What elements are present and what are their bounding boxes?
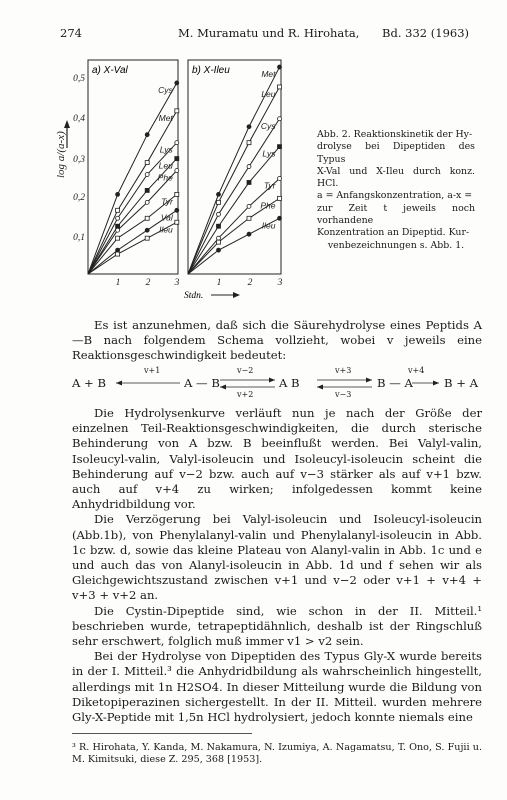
paragraph-1: Die Hydrolysenkurve verläuft nun je nach der Größe der einzelnen Teil-Reaktionsgeschwindigkeiten, die durch sterische Behinderung von A bzw. B beeinflußt werden. Bei Valyl-valin, Isoleucyl-valin, Valyl-isoleucin und Isoleucyl-isoleucin scheint die Behinderung auf v−2 bzw. auch auf v−3 stärker als auf v+1 bzw. auch auf v+4 zu wirken; infolgedessen kommt keine Anhydridbildung vor. (72, 406, 482, 512)
panel-a-curves (88, 81, 179, 274)
point-a-val (145, 228, 149, 232)
point-b-met (247, 125, 251, 129)
caption-line: X-Val und X-Ileu durch konz. HCl. (317, 165, 475, 190)
rate-v-plus1: v+1 (144, 366, 161, 375)
paragraph-3: Die Cystin-Dipeptide sind, wie schon in der II. Mitteil.¹ beschrieben wurde, tetrapeptidähnlich, deshalb ist der Ringschluß sehr erschwert, folglich muß immer v1 > v2 sein. (72, 603, 482, 649)
point-a-ileu (145, 236, 149, 240)
point-a-tyr (116, 236, 120, 240)
scheme-a-b: A — B (184, 376, 220, 390)
point-a-met (145, 161, 149, 165)
rate-v-plus3: v+3 (335, 366, 352, 375)
y-tick-0-1: 0,1 (73, 233, 85, 243)
point-a-cys (175, 81, 179, 85)
point-a-val (175, 208, 179, 212)
point-b-leu (247, 141, 251, 145)
running-authors: M. Muramatu und R. Hirohata, (178, 26, 360, 40)
volume-info: Bd. 332 (1963) (382, 26, 469, 40)
point-a-leu (175, 157, 179, 161)
y-axis-arrowhead (64, 120, 70, 128)
scheme-b-a: B — A (377, 376, 413, 390)
point-a-ileu (116, 252, 120, 256)
series-label-b-cys: Cys (260, 120, 276, 131)
intro-paragraph: Es ist anzunehmen, daß sich die Säurehydrolyse eines Peptids A—B nach folgendem Schema vollzieht, wobei v jeweils eine Reaktionsgeschwindigkeit bedeutet: (72, 318, 482, 363)
point-a-cys (145, 133, 149, 137)
caption-line: a = Anfangskonzentration, a-x = (317, 190, 473, 202)
point-b-phe (217, 240, 221, 244)
y-tick-0-5: 0,5 (73, 74, 85, 84)
point-a-met (116, 208, 120, 212)
kinetics-figure (40, 50, 300, 300)
caption-line: zur Zeit t jeweils noch vorhandene (317, 202, 475, 227)
scheme-a-plus-b: A + B (72, 376, 106, 390)
panel-b-curves (188, 65, 282, 274)
x-tick-b-1: 1 (216, 278, 222, 288)
rate-v-plus4: v+4 (408, 366, 425, 375)
reaction-scheme (72, 366, 482, 400)
panel-a-title: a) X-Val (92, 65, 128, 76)
point-a-met (175, 109, 179, 113)
point-a-val (116, 248, 120, 252)
point-b-tyr (217, 236, 221, 240)
caption-line: drolyse bei Dipeptiden des Typus (317, 141, 475, 165)
point-a-phe (116, 228, 120, 232)
curve-b-cys (188, 119, 280, 274)
paragraph-2: Die Verzögerung bei Valyl-isoleucin und Isoleucyl-isoleucin (Abb.1b), von Phenylalanyl-valin und Phenylalanyl-isoleucin in Abb. 1c bzw. d, sowie das kleine Plateau von Alanyl-valin in Abb. 1c und e und auch das von Alanyl-isoleucin in Abb. 1d und f sehen wir als Gleichgewichtszustand zwischen v+1 und v−2 oder v+1 + v+4 + v+3 + v+2 an. (72, 512, 482, 603)
series-label-a-met: Met (158, 112, 173, 123)
panel-b-title: b) X-Ileu (192, 65, 230, 76)
series-label-a-cys: Cys (158, 84, 173, 95)
point-b-met (217, 192, 221, 196)
x-tick-b-2: 2 (247, 278, 253, 288)
point-a-leu (145, 188, 149, 192)
caption-line: Abb. 2. Reaktionskinetik der Hy- (317, 129, 473, 140)
point-a-phe (145, 200, 149, 204)
scheme-ring: A B (279, 376, 300, 390)
footnote: ³ R. Hirohata, Y. Kanda, M. Nakamura, N. Izumiya, A. Nagamatsu, T. Ono, S. Fujii u. M. Kimitsuki, diese Z. 295, 368 [1953]. (72, 742, 482, 765)
series-label-b-leu: Leu (261, 88, 276, 99)
page-number: 274 (60, 26, 82, 40)
x-tick-b-3: 3 (277, 278, 283, 288)
series-label-a-phe: Phe (157, 172, 173, 183)
point-b-cys (217, 212, 221, 216)
footnote-rule (72, 733, 252, 734)
series-label-b-met: Met (261, 69, 276, 80)
point-a-tyr (145, 216, 149, 220)
point-b-met (278, 65, 282, 69)
paragraph-4: Bei der Hydrolyse von Dipeptiden des Typus Gly-X wurde bereits in der I. Mitteil.³ die Anhydridbildung als wahrscheinlich hingestellt, allerdings mit 1n H2SO4. In dieser Mitteilung wurde die Bildung von Diketopiperazinen sichergestellt. In der II. Mitteil. wurden mehrere Gly-X-Peptide mit 1,5n HCl hydrolysiert, jedoch konnte niemals eine (72, 649, 482, 725)
point-b-tyr (247, 204, 251, 208)
y-tick-0-4: 0,4 (73, 114, 85, 124)
point-b-ileu (217, 248, 221, 252)
series-label-a-leu: Leu (158, 160, 173, 171)
y-axis-label: log a/(a-x) (55, 131, 67, 178)
series-label-b-ileu: Ileu (261, 220, 276, 231)
point-b-phe (278, 196, 282, 200)
point-b-cys (278, 117, 282, 121)
series-label-b-phe: Phe (260, 200, 276, 211)
series-label-b-lys: Lys (262, 148, 276, 159)
rate-v-plus2: v+2 (237, 390, 254, 399)
point-a-cys (116, 192, 120, 196)
x-tick-a-3: 3 (174, 278, 180, 288)
main-text (72, 406, 482, 725)
point-a-lys (145, 173, 149, 177)
x-axis-label: Stdn. (184, 291, 204, 300)
point-b-leu (278, 85, 282, 89)
point-b-phe (247, 216, 251, 220)
series-label-a-ileu: Ileu (159, 224, 173, 235)
series-label-a-tyr: Tyr (161, 196, 173, 207)
series-label-a-val: Val (160, 212, 173, 223)
point-a-leu (116, 224, 120, 228)
figure-caption (317, 129, 475, 252)
caption-line: Konzentration an Dipeptid. Kur- (317, 227, 470, 239)
point-b-cys (247, 165, 251, 169)
point-a-lys (175, 141, 179, 145)
point-a-phe (175, 169, 179, 173)
rate-v-minus3: v−3 (335, 390, 352, 399)
point-b-ileu (278, 216, 282, 220)
x-tick-a-1: 1 (115, 278, 121, 288)
point-a-lys (116, 216, 120, 220)
caption-line: venbezeichnungen s. Abb. 1. (327, 239, 465, 251)
series-label-a-lys: Lys (159, 144, 173, 155)
point-a-ileu (175, 220, 179, 224)
scheme-arrows (72, 366, 482, 400)
point-b-ileu (247, 232, 251, 236)
series-label-b-tyr: Tyr (263, 180, 276, 191)
rate-v-minus2: v−2 (237, 366, 254, 375)
y-tick-0-3: 0,3 (73, 155, 85, 165)
point-b-lys (217, 224, 221, 228)
scheme-b-plus-a: B + A (444, 376, 478, 390)
point-b-lys (278, 145, 282, 149)
point-b-tyr (278, 176, 282, 180)
x-tick-a-2: 2 (145, 278, 151, 288)
y-tick-0-2: 0,2 (73, 193, 85, 203)
x-axis-arrowhead (233, 292, 240, 298)
point-a-tyr (175, 192, 179, 196)
point-b-lys (247, 180, 251, 184)
point-b-leu (217, 200, 221, 204)
